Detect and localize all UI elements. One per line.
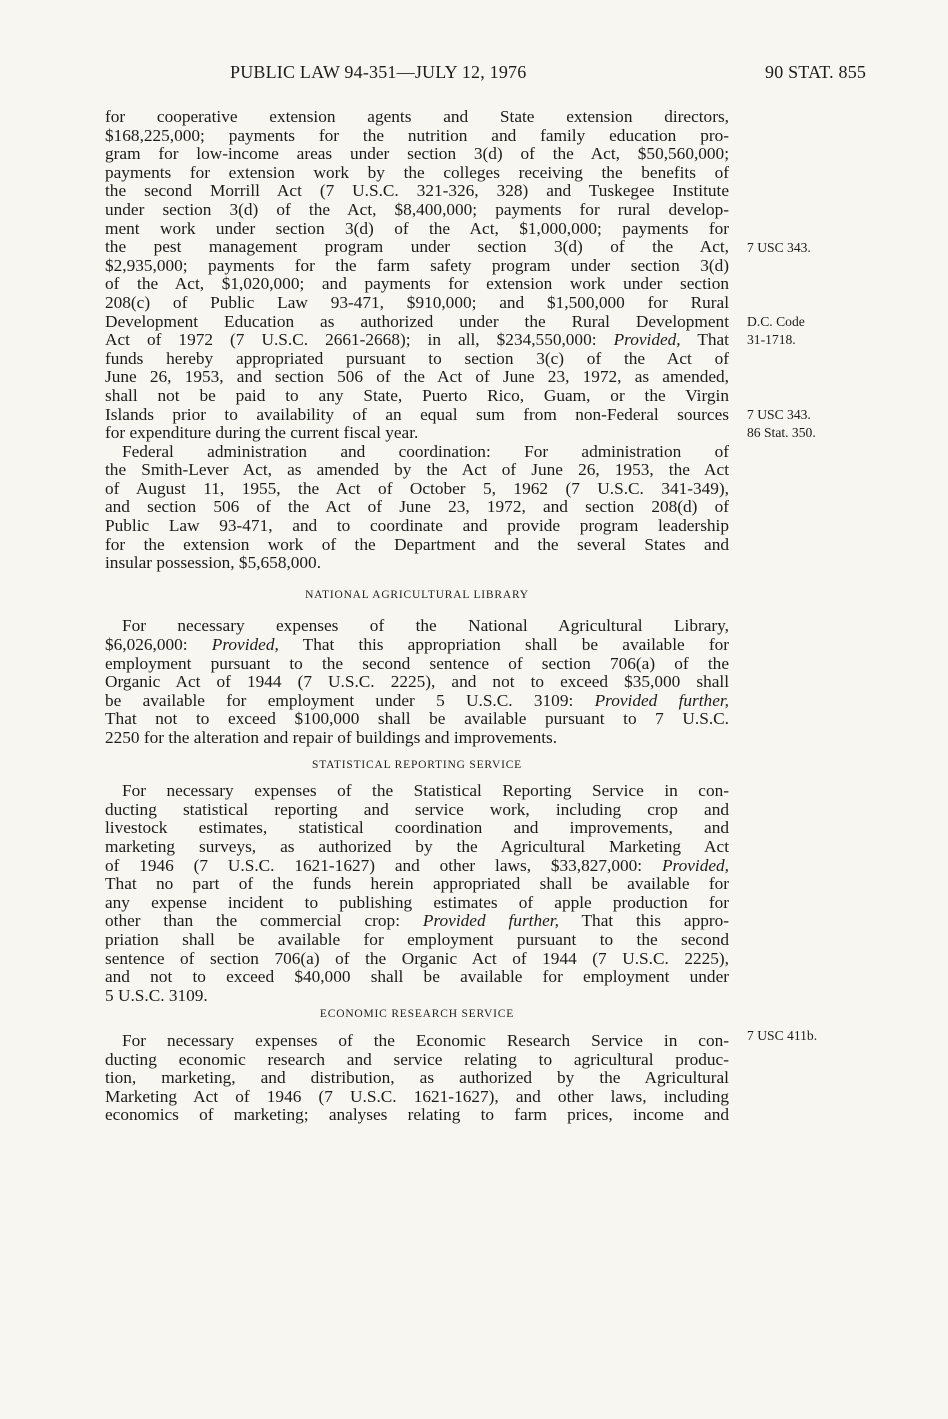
proviso-italic: Provided,	[661, 855, 729, 875]
text-run: Act of 1972 (7 U.S.C. 2661-2668); in all, $234,550,000:	[105, 330, 614, 350]
text-line: Organic Act of 1944 (7 U.S.C. 2225), and not to exceed $35,000 shall	[105, 672, 729, 692]
paragraph-economic-research-service	[105, 1032, 729, 1125]
text-run: $6,026,000:	[105, 635, 212, 655]
text-line	[105, 331, 729, 350]
text-line: ment work under section 3(d) of the Act, $1,000,000; payments for	[105, 218, 729, 238]
text-line: ducting statistical reporting and service work, including crop and	[105, 799, 729, 819]
running-title: PUBLIC LAW 94-351—JULY 12, 1976	[230, 62, 527, 82]
text-run: be available for employment under 5 U.S.C. 3109:	[105, 690, 595, 710]
text-line	[105, 692, 729, 711]
text-line: ducting economic research and service relating to agricultural produc-	[105, 1049, 729, 1069]
text-line: of the Act, $1,020,000; and payments for extension work under section	[105, 274, 729, 294]
text-line: and not to exceed $40,000 shall be available for employment under	[105, 967, 729, 987]
text-line: Development Education as authorized under the Rural Development	[105, 311, 729, 331]
text-line: employment pursuant to the second sentence of section 706(a) of the	[105, 653, 729, 673]
text-line: for the extension work of the Department and the several States and	[105, 534, 729, 554]
text-line: 2250 for the alteration and repair of buildings and improvements.	[105, 728, 558, 747]
text-line: June 26, 1953, and section 506 of the Act of June 23, 1972, as amended,	[105, 367, 729, 387]
margin-citation: 7 USC 411b.	[747, 1028, 818, 1043]
text-line	[105, 912, 729, 931]
text-line: livestock estimates, statistical coordination and improvements, and	[105, 818, 729, 838]
text-line: for expenditure during the current fiscal year.	[105, 423, 419, 443]
margin-citation: 31-1718.	[747, 332, 796, 347]
text-line: insular possession, $5,658,000.	[105, 553, 322, 573]
text-line: the Smith-Lever Act, as amended by the Act of June 26, 1953, the Act	[105, 460, 729, 480]
text-line	[105, 636, 729, 655]
margin-citation: 7 USC 343.	[747, 240, 811, 255]
text-line	[105, 857, 729, 876]
proviso-italic: Provided,	[613, 330, 681, 350]
statute-page-number: 90 STAT. 855	[765, 62, 867, 82]
text-line: for cooperative extension agents and State extension directors,	[105, 107, 729, 126]
text-line: any expense incident to publishing estimates of apple production for	[105, 892, 729, 912]
text-line: That no part of the funds herein appropriated shall be available for	[105, 874, 729, 894]
margin-citation: 7 USC 343.	[747, 407, 811, 422]
section-heading-economic-research-service: ECONOMIC RESEARCH SERVICE	[319, 1008, 515, 1021]
text-line: gram for low-income areas under section 3(d) of the Act, $50,560,000;	[105, 144, 729, 164]
margin-citation: D.C. Code	[747, 314, 805, 329]
text-line: Islands prior to availability of an equal sum from non-Federal sources	[105, 404, 729, 424]
text-run: That	[680, 330, 729, 350]
text-line: 208(c) of Public Law 93-471, $910,000; and $1,500,000 for Rural	[105, 292, 729, 312]
proviso-italic: Provided,	[211, 635, 279, 655]
text-run: of 1946 (7 U.S.C. 1621-1627) and other laws, $33,827,000:	[105, 855, 662, 875]
text-line: and section 506 of the Act of June 23, 1972, and section 208(d) of	[105, 497, 729, 517]
text-line: the second Morrill Act (7 U.S.C. 321-326, 328) and Tuskegee Institute	[105, 181, 729, 201]
paragraph-national-agricultural-library	[105, 617, 729, 747]
section-heading-statistical-reporting-service: STATISTICAL REPORTING SERVICE	[312, 758, 522, 771]
text-line: the pest management program under section 3(d) of the Act,	[105, 237, 729, 257]
main-text-column	[105, 108, 729, 1125]
text-line: Marketing Act of 1946 (7 U.S.C. 1621-1627), and other laws, including	[105, 1086, 729, 1106]
text-line: of August 11, 1955, the Act of October 5, 1962 (7 U.S.C. 341-349),	[105, 478, 729, 498]
text-line: Public Law 93-471, and to coordinate and provide program leadership	[105, 516, 729, 536]
proviso-italic: Provided further,	[422, 911, 559, 931]
text-line: payments for extension work by the colleges receiving the benefits of	[105, 162, 729, 182]
section-heading-national-agricultural-library: NATIONAL AGRICULTURAL LIBRARY	[305, 588, 529, 601]
paragraph-statistical-reporting-service	[105, 782, 729, 1005]
text-line: tion, marketing, and distribution, as authorized by the Agricultural	[105, 1068, 729, 1088]
text-line: Federal administration and coordination: For administration of	[122, 441, 729, 461]
text-line: That not to exceed $100,000 shall be available pursuant to 7 U.S.C.	[105, 709, 729, 729]
text-line: shall not be paid to any State, Puerto Rico, Guam, or the Virgin	[105, 385, 729, 405]
text-line: For necessary expenses of the National Agricultural Library,	[122, 616, 729, 636]
text-line: priation shall be available for employment pursuant to the second	[105, 929, 729, 949]
text-run: That this appropriation shall be available for	[278, 635, 729, 655]
text-line: under section 3(d) of the Act, $8,400,000; payments for rural develop-	[105, 199, 729, 219]
paragraph-extension-payments	[105, 108, 729, 443]
proviso-italic: Provided further,	[594, 690, 729, 710]
text-run: other than the commercial crop:	[105, 911, 423, 931]
text-line: For necessary expenses of the Economic Research Service in con-	[122, 1030, 729, 1050]
text-line: $168,225,000; payments for the nutrition and family education pro-	[105, 125, 729, 145]
margin-citation: 86 Stat. 350.	[747, 425, 816, 440]
text-line: funds hereby appropriated pursuant to section 3(c) of the Act of	[105, 348, 729, 368]
text-line: 5 U.S.C. 3109.	[105, 985, 208, 1005]
text-line: For necessary expenses of the Statistical Reporting Service in con-	[122, 781, 729, 801]
text-line: $2,935,000; payments for the farm safety program under section 3(d)	[105, 255, 729, 275]
text-run: That this appro-	[558, 911, 730, 931]
text-line: economics of marketing; analyses relating to farm prices, income and	[105, 1105, 729, 1125]
page-header	[0, 62, 948, 86]
paragraph-federal-administration	[105, 443, 729, 573]
text-line: marketing surveys, as authorized by the Agricultural Marketing Act	[105, 836, 729, 856]
text-line: sentence of section 706(a) of the Organic Act of 1944 (7 U.S.C. 2225),	[105, 948, 729, 968]
